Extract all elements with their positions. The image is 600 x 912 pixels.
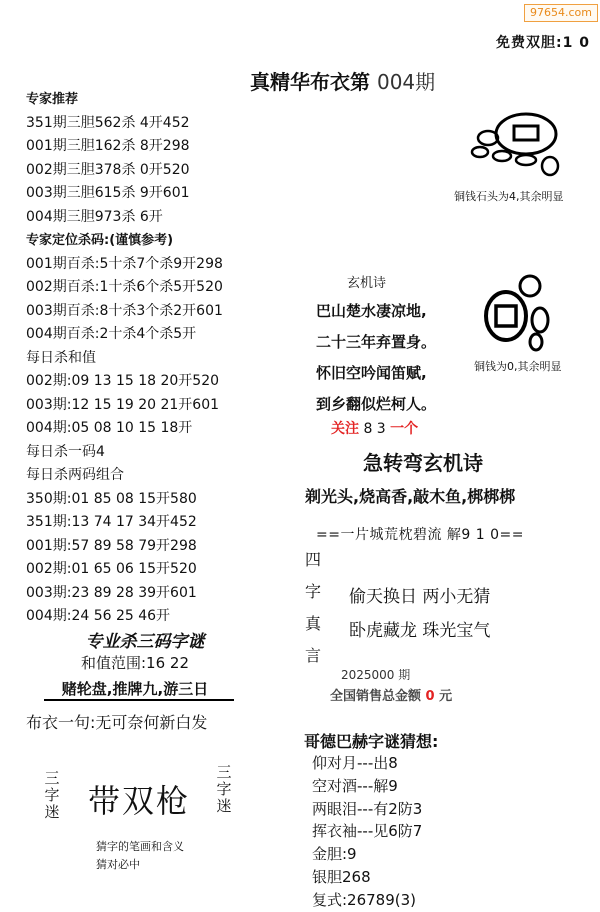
four-word-row: 卧虎藏龙 珠光宝气 [349,621,491,641]
list-item: 挥衣袖---见6防7 [312,822,423,841]
sales-unit: 元 [439,689,453,704]
list-item: 004期百杀:2十杀4个杀5开 [26,326,197,342]
riddle-word: 带双枪 [88,782,191,820]
brain-teaser-title: 急转弯玄机诗 [363,451,483,475]
coin1-caption: 铜钱石头为4,其余明显 [454,190,564,203]
follow-prefix: 关注 [331,421,359,437]
coin2-caption: 铜钱为0,其余明显 [474,360,562,373]
list-item: 003期:23 89 28 39开601 [26,584,197,601]
poem-solution: ==一片城荒枕碧流 解9 1 0== [316,527,524,543]
list-item: 002期:01 65 06 15开520 [26,561,197,577]
page-title [250,66,435,95]
follow-line [331,418,418,438]
four-word-row: 偷天换日 两小无猜 [349,587,491,607]
list-item: 351期三胆562杀 4开452 [26,114,190,131]
poem-line: 巴山楚水凄凉地, [316,302,427,320]
riddle-line: 赌轮盘,推牌九,游三日 [61,680,209,698]
mystery-poem [316,296,436,420]
four-word-char: 四 [305,550,322,569]
four-word-char: 字 [305,582,322,601]
poem-line: 到乡翻似烂柯人。 [316,395,437,413]
list-item: 001期百杀:5十杀7个杀9开298 [26,255,223,272]
buyi-saying: 布衣一句:无可奈何新白发 [26,713,208,732]
list-item: 金胆:9 [312,845,357,864]
sales-amount: 0 [425,689,435,704]
sum-range: 和值范围:16 22 [81,654,189,672]
goldbach-list [312,752,422,912]
four-word-char: 真 [305,614,322,633]
divider [44,699,234,701]
list-item: 004期:24 56 25 46开 [26,608,171,624]
list-item: 350期:01 85 08 15开580 [26,490,197,507]
list-item: 每日杀一码4 [26,443,105,460]
riddle-hint-2: 猜对必中 [96,858,140,871]
expert-list [26,88,223,629]
coin-icon [478,272,558,356]
list-item: 001期:57 89 58 79开298 [26,537,197,554]
follow-nums: 8 3 [363,421,386,437]
four-word-char: 言 [305,646,322,665]
list-item: 351期:13 74 17 34开452 [26,514,197,530]
free-double-pick: 免费双胆:1 0 [496,35,590,51]
riddle-hint: 猜字的笔画和含义 [96,840,184,853]
list-item: 003期:12 15 19 20 21开601 [26,396,220,413]
list-item: 专家推荐 [26,92,79,107]
list-item: 仰对月---出8 [312,754,398,772]
list-item: 003期三胆615杀 9开601 [26,185,190,201]
list-item: 空对酒---解9 [312,776,398,795]
poem-line: 二十三年弃置身。 [316,333,437,351]
list-item: 004期:05 08 10 15 18开 [26,420,193,436]
goldbach-title: 哥德巴赫字谜猜想: [304,732,439,751]
list-item: 002期三胆378杀 0开520 [26,161,190,178]
title-main: 真精华布衣第 [250,70,370,94]
zimi-right-label: 三字迷 [216,763,232,815]
sales-label: 全国销售总金额 [330,689,422,704]
poem-line: 怀旧空吟闻笛赋, [316,364,427,382]
brain-teaser-text: 剃光头,烧高香,敲木鱼,梆梆梆 [305,487,516,506]
zimi-left-label: 三字迷 [44,769,60,821]
mystery-poem-label: 玄机诗 [347,276,387,291]
list-item: 001期三胆162杀 8开298 [26,138,190,154]
four-word-label [305,544,325,672]
follow-suffix: 一个 [390,421,419,437]
list-item: 两眼泪---有2防3 [312,799,423,818]
list-item: 专家定位杀码:(谨慎参考) [26,233,174,248]
list-item: 银胆268 [312,867,371,886]
list-item: 002期:09 13 15 18 20开520 [26,373,220,389]
list-item: 002期百杀:1十杀6个杀5开520 [26,279,223,295]
sanma-title: 专业杀三码字谜 [85,632,205,652]
list-item: 每日杀两码组合 [26,467,124,483]
coin-stone-icon [466,108,570,182]
list-item: 每日杀和值 [26,349,96,366]
issue-number: 2025000 期 [341,668,411,682]
site-watermark: 97654.com [524,4,598,22]
list-item: 004期三胆973杀 6开 [26,208,163,225]
list-item: 复式:26789(3) [312,890,417,909]
list-item: 003期百杀:8十杀3个杀2开601 [26,302,223,319]
title-issue: 004期 [376,70,436,94]
sales-total [330,685,452,704]
